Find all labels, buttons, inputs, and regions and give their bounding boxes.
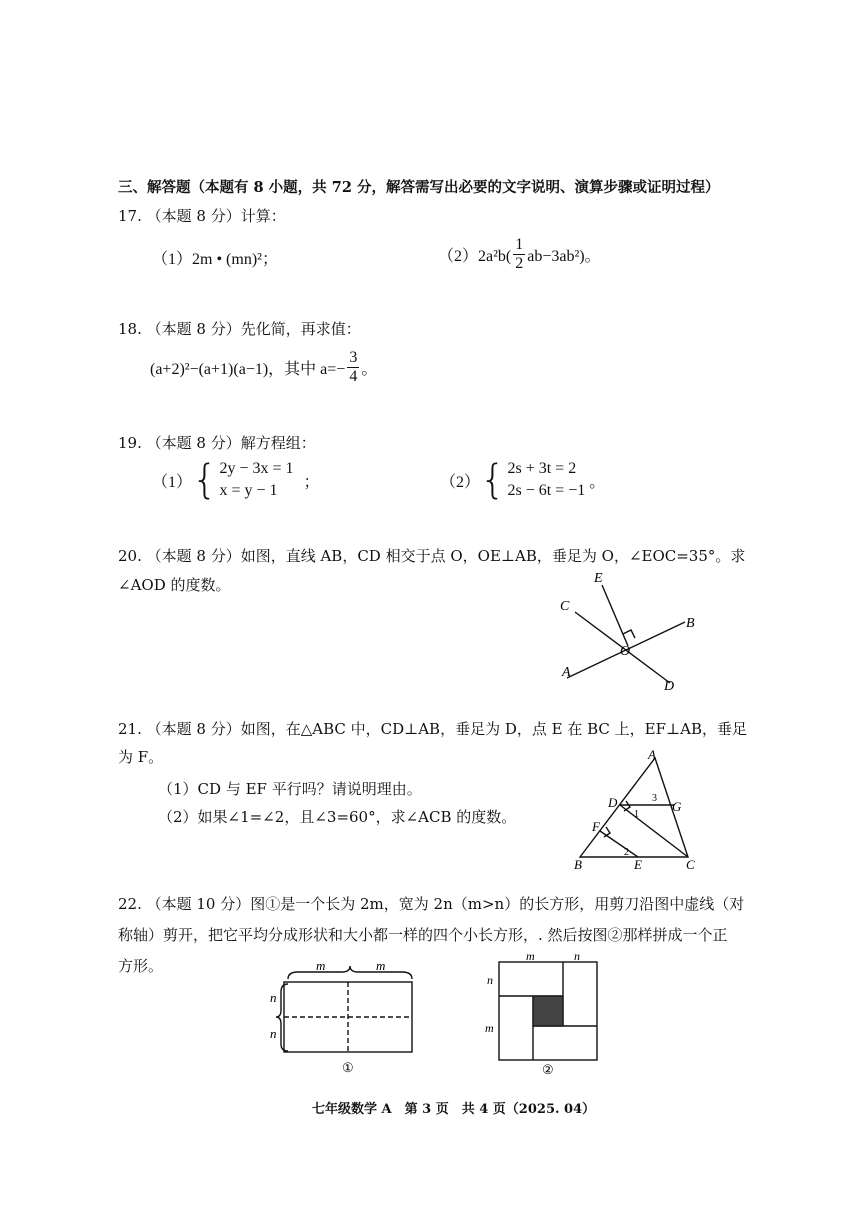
figure-1-caption: ① [342, 1060, 354, 1075]
q21-line2: 为 F。 [118, 748, 164, 766]
q21-part2: （2）如果∠1=∠2，且∠3=60°，求∠ACB 的度数。 [158, 808, 517, 826]
q19-part2 [440, 458, 605, 502]
q19-part1-label: （1） [152, 473, 193, 491]
label-c: C [686, 857, 695, 872]
label-o: O [620, 644, 631, 659]
angle-label-1: 1 [634, 809, 639, 820]
q19-system1 [192, 458, 294, 502]
q17-part1: （1）2m • (mn)²； [152, 251, 278, 268]
label-n-left: n [487, 973, 493, 987]
q21-part1: （1）CD 与 EF 平行吗？请说明理由。 [158, 780, 422, 798]
label-n-top: n [574, 950, 580, 963]
label-c: C [560, 599, 570, 614]
section-title: 三、解答题（本题有 8 小题，共 72 分，解答需写出必要的文字说明、演算步骤或证明过程） [118, 179, 720, 196]
q22-figure-1 [268, 958, 428, 1080]
q17-fraction-denominator: 2 [515, 255, 524, 272]
label-n-top: n [270, 990, 277, 1005]
page-footer: 七年级数学 A 第 3 页 共 4 页（2025. 04） [312, 1102, 596, 1117]
label-b: B [686, 616, 695, 631]
q19-system2-eq2: 2s − 6t = −1 [507, 482, 586, 499]
q22-line1: 22. （本题 10 分）图①是一个长为 2m，宽为 2n（m>n）的长方形，用剪刀沿图中虚线（对 [118, 895, 745, 913]
brace-icon: { [480, 457, 506, 503]
brace-icon: { [192, 457, 218, 503]
q21-figure [568, 745, 708, 875]
q18-expression-text: (a+2)²−(a+1)(a−1)，其中 a=− [150, 361, 346, 378]
label-d: D [664, 679, 675, 694]
label-e: E [634, 857, 642, 872]
q19-system2 [480, 458, 585, 502]
q17-part2-suffix: ab−3ab²)。 [527, 248, 601, 265]
q17-fraction-numerator: 1 [515, 236, 524, 253]
q18-heading: 18. （本题 8 分）先化简，再求值： [118, 320, 361, 338]
q18-fraction [347, 349, 359, 386]
q22-line2: 称轴）剪开，把它平均分成形状和大小都一样的四个小长方形，. 然后按图②那样拼成一个正 [118, 926, 728, 944]
q22-line3: 方形。 [118, 957, 164, 975]
q18-end: 。 [361, 361, 378, 378]
angle-label-2: 2 [624, 847, 629, 858]
q19-part2-end: 。 [589, 473, 606, 491]
q19-part1 [152, 458, 320, 502]
top-brace [288, 966, 412, 979]
label-a: A [562, 665, 571, 680]
q20-figure [540, 560, 710, 695]
label-m-left: m [485, 1021, 494, 1035]
shaded-square [533, 996, 563, 1026]
label-n-bottom: n [270, 1026, 277, 1041]
q19-part2-label: （2） [440, 473, 481, 491]
q18-fraction-denominator: 4 [349, 368, 358, 385]
label-e: E [594, 571, 603, 586]
q21-line1: 21. （本题 8 分）如图，在△ABC 中，CD⊥AB，垂足为 D，点 E 在 BC 上，EF⊥AB，垂足 [118, 720, 747, 738]
q19-system2-eq1: 2s + 3t = 2 [507, 460, 577, 477]
q18-expression [150, 349, 377, 386]
label-g: G [672, 799, 682, 814]
right-angle-mark-f [604, 827, 610, 837]
q18-fraction-numerator: 3 [349, 349, 358, 366]
figure-2-caption: ② [542, 1062, 554, 1077]
q17-fraction [513, 236, 525, 273]
segment-fe [600, 831, 638, 857]
q17-heading: 17. （本题 8 分）计算： [118, 207, 286, 225]
label-m-left: m [316, 958, 326, 973]
q19-system1-eq2: x = y − 1 [219, 482, 278, 499]
q19-heading: 19. （本题 8 分）解方程组： [118, 434, 316, 452]
label-f: F [592, 819, 600, 834]
q19-part1-end: ； [303, 473, 320, 491]
q20-line1: 20. （本题 8 分）如图，直线 AB，CD 相交于点 O，OE⊥AB，垂足为 O，∠EOC=35°。求 [118, 547, 746, 565]
label-d: D [608, 795, 618, 810]
q17-part2-prefix: （2）2a²b( [438, 248, 512, 265]
q22-figure-2 [478, 950, 608, 1078]
label-a: A [648, 747, 656, 762]
label-m-top: m [526, 950, 535, 963]
q20-line2: ∠AOD 的度数。 [118, 576, 231, 594]
label-m-right: m [376, 958, 386, 973]
label-b: B [574, 857, 582, 872]
angle-label-3: 3 [652, 793, 657, 804]
q19-system1-eq1: 2y − 3x = 1 [219, 460, 294, 477]
q17-part2 [438, 236, 601, 273]
line-oe [602, 585, 628, 646]
